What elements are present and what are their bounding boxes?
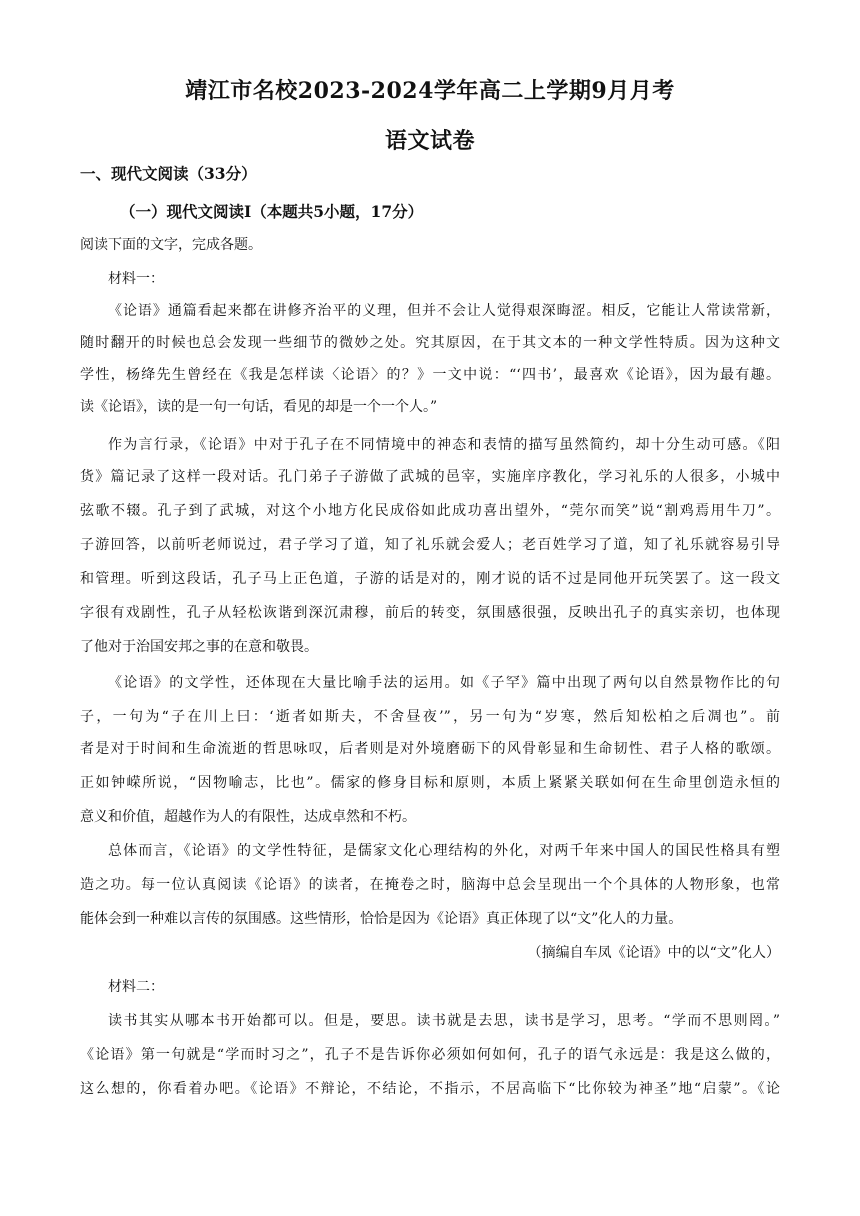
paragraph-line: 随时翻开的时候也总会发现一些细节的微妙之处。究其原因，在于其文本的一种文学性特质。因为这种文: [80, 335, 780, 351]
section-heading: 一、现代文阅读（33分）: [80, 164, 257, 183]
material-label: 材料二：: [108, 979, 164, 995]
paragraph-line: 能体会到一种难以言传的氛围感。这些情形，恰恰是因为《论语》真正体现了以“文”化人的力量。: [80, 911, 683, 927]
paragraph-line: 弦歌不辍。孔子到了武城，对这个小地方化民成俗如此成功喜出望外，“莞尔而笑”说“割鸡焉用牛刀”。: [80, 503, 780, 519]
paragraph-line: 读书其实从哪本书开始都可以。但是，要思。读书就是去思，读书是学习，思考。“学而不思则罔。”: [108, 1013, 780, 1029]
subsection-heading: （一）现代文阅读Ⅰ（本题共5小题，17分）: [120, 202, 424, 221]
paragraph-line: 《论语》的文学性，还体现在大量比喻手法的运用。如《子罕》篇中出现了两句以自然景物作比的句: [108, 675, 780, 691]
instruction-text: 阅读下面的文字，完成各题。: [80, 237, 262, 253]
paragraph-line: 了他对于治国安邦之事的在意和敬畏。: [80, 639, 318, 655]
paragraph-line: 造之功。每一位认真阅读《论语》的读者，在掩卷之时，脑海中总会呈现出一个个具体的人物形象，也常: [80, 877, 780, 893]
paragraph-line: 作为言行录，《论语》中对于孔子在不同情境中的神态和表情的描写虽然简约，却十分生动可感。《阳: [108, 437, 780, 453]
paragraph-line: 《论语》通篇看起来都在讲修齐治平的义理，但并不会让人觉得艰深晦涩。相反，它能让人常读常新，: [108, 303, 780, 319]
paragraph-line: 意义和价值，超越作为人的有限性，达成卓然和不朽。: [80, 809, 416, 825]
paragraph-line: 学性，杨绛先生曾经在《我是怎样读〈论语〉的？》一文中说：“‘四书’，最喜欢《论语》，因为最有趣。: [80, 367, 780, 383]
paragraph-line: 读《论语》，读的是一句一句话，看见的却是一个一个人。”: [80, 399, 438, 415]
document-title: 靖江市名校2023-2024学年高二上学期9月月考: [185, 78, 675, 104]
paragraph-line: 《论语》第一句就是“学而时习之”，孔子不是告诉你必须如何如何，孔子的语气永远是：我是这么做的，: [80, 1047, 780, 1063]
paragraph-line: 这么想的，你看着办吧。《论语》不辩论，不结论，不指示，不居高临下“比你较为神圣”地“启蒙”。《论: [80, 1081, 780, 1097]
document-subtitle: 语文试卷: [384, 128, 475, 154]
paragraph-line: 正如钟嵘所说，“因物喻志，比也”。儒家的修身目标和原则，本质上紧紧关联如何在生命里创造永恒的: [80, 775, 780, 791]
paragraph-line: 货》篇记录了这样一段对话。孔门弟子子游做了武城的邑宰，实施庠序教化，学习礼乐的人很多，小城中: [80, 469, 780, 485]
paragraph-line: 总体而言，《论语》的文学性特征，是儒家文化心理结构的外化，对两千年来中国人的国民性格具有塑: [108, 843, 780, 859]
paragraph-line: 子游回答，以前听老师说过，君子学习了道，知了礼乐就会爱人；老百姓学习了道，知了礼乐就容易引导: [80, 537, 780, 553]
paragraph-line: 字很有戏剧性，孔子从轻松诙谐到深沉肃穆，前后的转变，氛围感很强，反映出孔子的真实亲切，也体现: [80, 605, 780, 621]
paragraph-line: 子，一句为“子在川上曰：‘逝者如斯夫，不舍昼夜’”，另一句为“岁寒，然后知松柏之后凋也”。前: [80, 709, 780, 725]
paragraph-line: 者是对于时间和生命流逝的哲思咏叹，后者则是对外境磨砺下的风骨彰显和生命韧性、君子人格的歌颂。: [80, 741, 780, 757]
source-citation: （摘编自车凤《论语》中的以“文”化人）: [527, 945, 780, 961]
material-label: 材料一：: [108, 271, 164, 287]
paragraph-line: 和管理。听到这段话，孔子马上正色道，子游的话是对的，刚才说的话不过是同他开玩笑罢了。这一段文: [80, 571, 780, 587]
